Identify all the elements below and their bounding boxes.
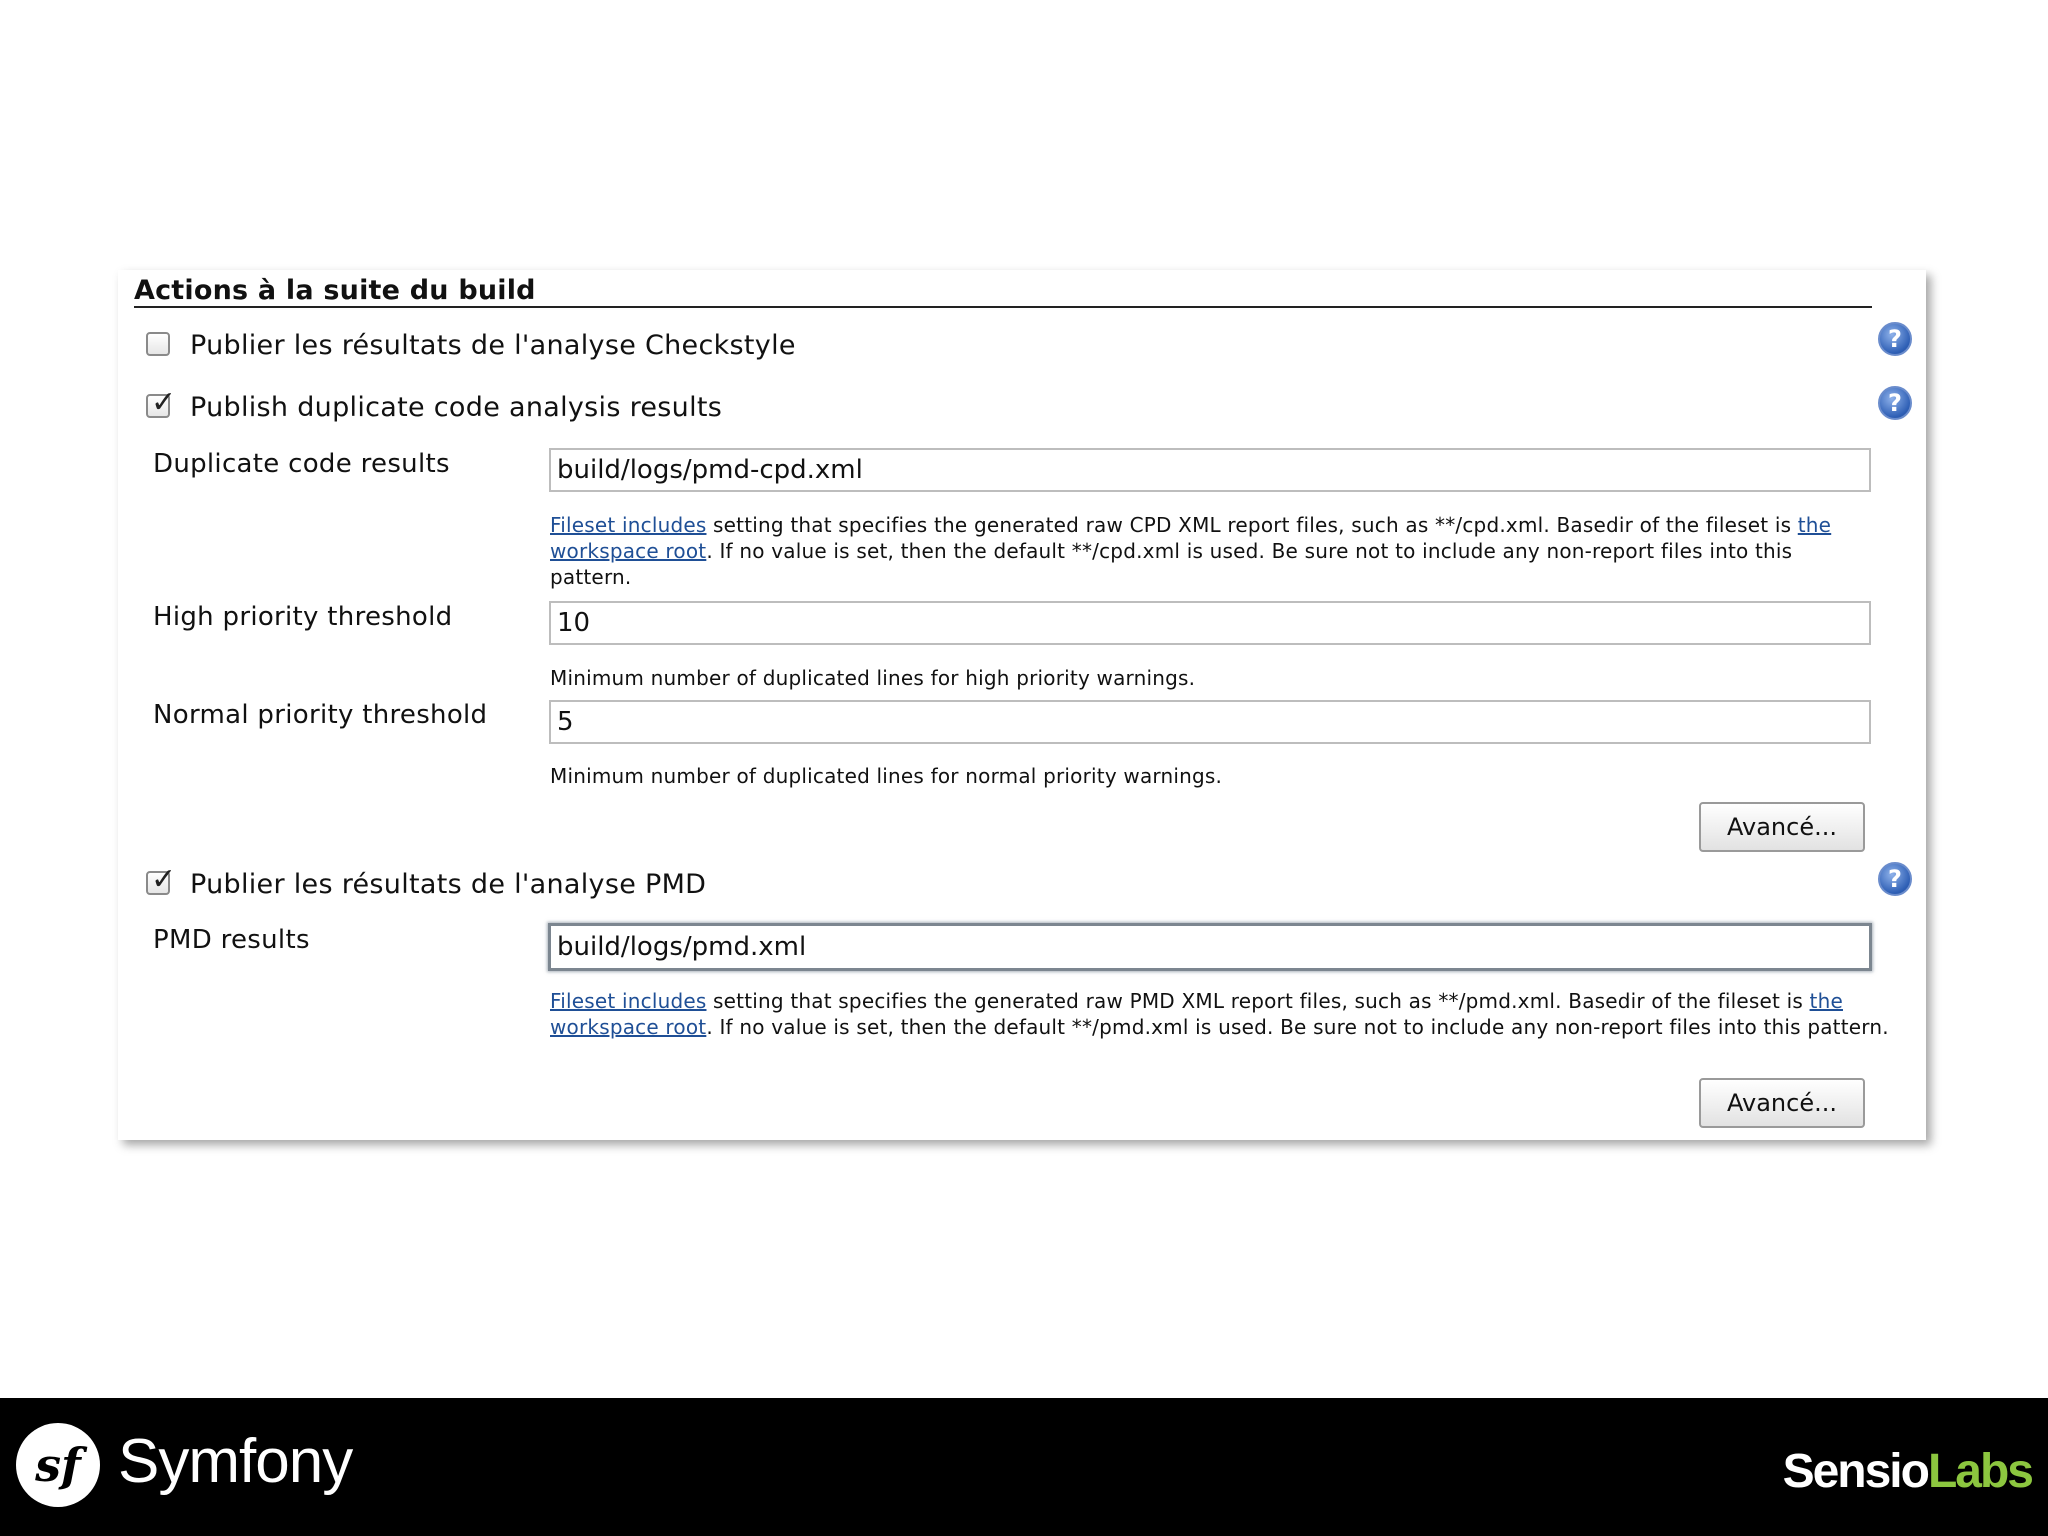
pmd-label: Publier les résultats de l'analyse PMD <box>190 869 707 900</box>
normal-priority-threshold-label: Normal priority threshold <box>153 700 488 730</box>
post-build-actions-panel <box>118 270 1926 1140</box>
high-priority-threshold-input[interactable] <box>549 601 1871 645</box>
checkstyle-checkbox[interactable] <box>146 332 170 356</box>
cpd-checkbox[interactable] <box>146 385 177 420</box>
workspace-root-link[interactable]: the workspace root <box>550 989 1843 1039</box>
high-priority-threshold-help: Minimum number of duplicated lines for high priority warnings. <box>550 666 1196 690</box>
footer-bar <box>0 1398 2048 1536</box>
high-priority-threshold-label: High priority threshold <box>153 602 453 632</box>
pmd-checkbox[interactable] <box>146 862 177 897</box>
cpd-advanced-button[interactable]: Avancé... <box>1699 802 1865 852</box>
normal-priority-threshold-help: Minimum number of duplicated lines for normal priority warnings. <box>550 764 1223 788</box>
cpd-help-icon[interactable]: ? <box>1878 386 1912 420</box>
duplicate-code-results-input[interactable] <box>549 448 1871 492</box>
pmd-help-icon[interactable]: ? <box>1878 862 1912 896</box>
workspace-root-link[interactable]: the workspace root <box>550 513 1832 563</box>
pmd-results-input[interactable] <box>548 923 1872 971</box>
fileset-includes-link[interactable]: Fileset includes <box>550 513 707 537</box>
sensiolabs-logo: SensioLabs <box>1782 1445 2032 1498</box>
pmd-advanced-button[interactable]: Avancé... <box>1699 1078 1865 1128</box>
checkmark-icon: ✓ <box>151 385 177 420</box>
checkmark-icon: ✓ <box>151 862 177 897</box>
section-title: Actions à la suite du build <box>134 275 536 306</box>
fileset-includes-link[interactable]: Fileset includes <box>550 989 707 1013</box>
pmd-results-help: Fileset includes setting that specifies the generated raw PMD XML report files, such as **/pmd.xml. Basedir of the fileset is the workspace root. If no value is set, then the default **/pmd.xml is used. Be sure not to include any non-report files into this pattern. <box>550 989 1889 1039</box>
duplicate-code-results-label: Duplicate code results <box>153 449 450 479</box>
normal-priority-threshold-input[interactable] <box>549 700 1871 744</box>
duplicate-code-results-help: Fileset includes setting that specifies the generated raw CPD XML report files, such as **/cpd.xml. Basedir of the fileset is the workspace root. If no value is set, then the default **/cpd.xml is used. Be sure not to include any non-report files into this pattern. <box>550 513 1832 589</box>
symfony-wordmark: Symfony <box>118 1427 353 1496</box>
checkstyle-label: Publier les résultats de l'analyse Checkstyle <box>190 330 796 361</box>
section-divider <box>134 306 1872 308</box>
pmd-results-label: PMD results <box>153 925 310 955</box>
checkstyle-help-icon[interactable]: ? <box>1878 322 1912 356</box>
symfony-logo-icon: sf <box>16 1423 100 1507</box>
cpd-label: Publish duplicate code analysis results <box>190 392 723 423</box>
